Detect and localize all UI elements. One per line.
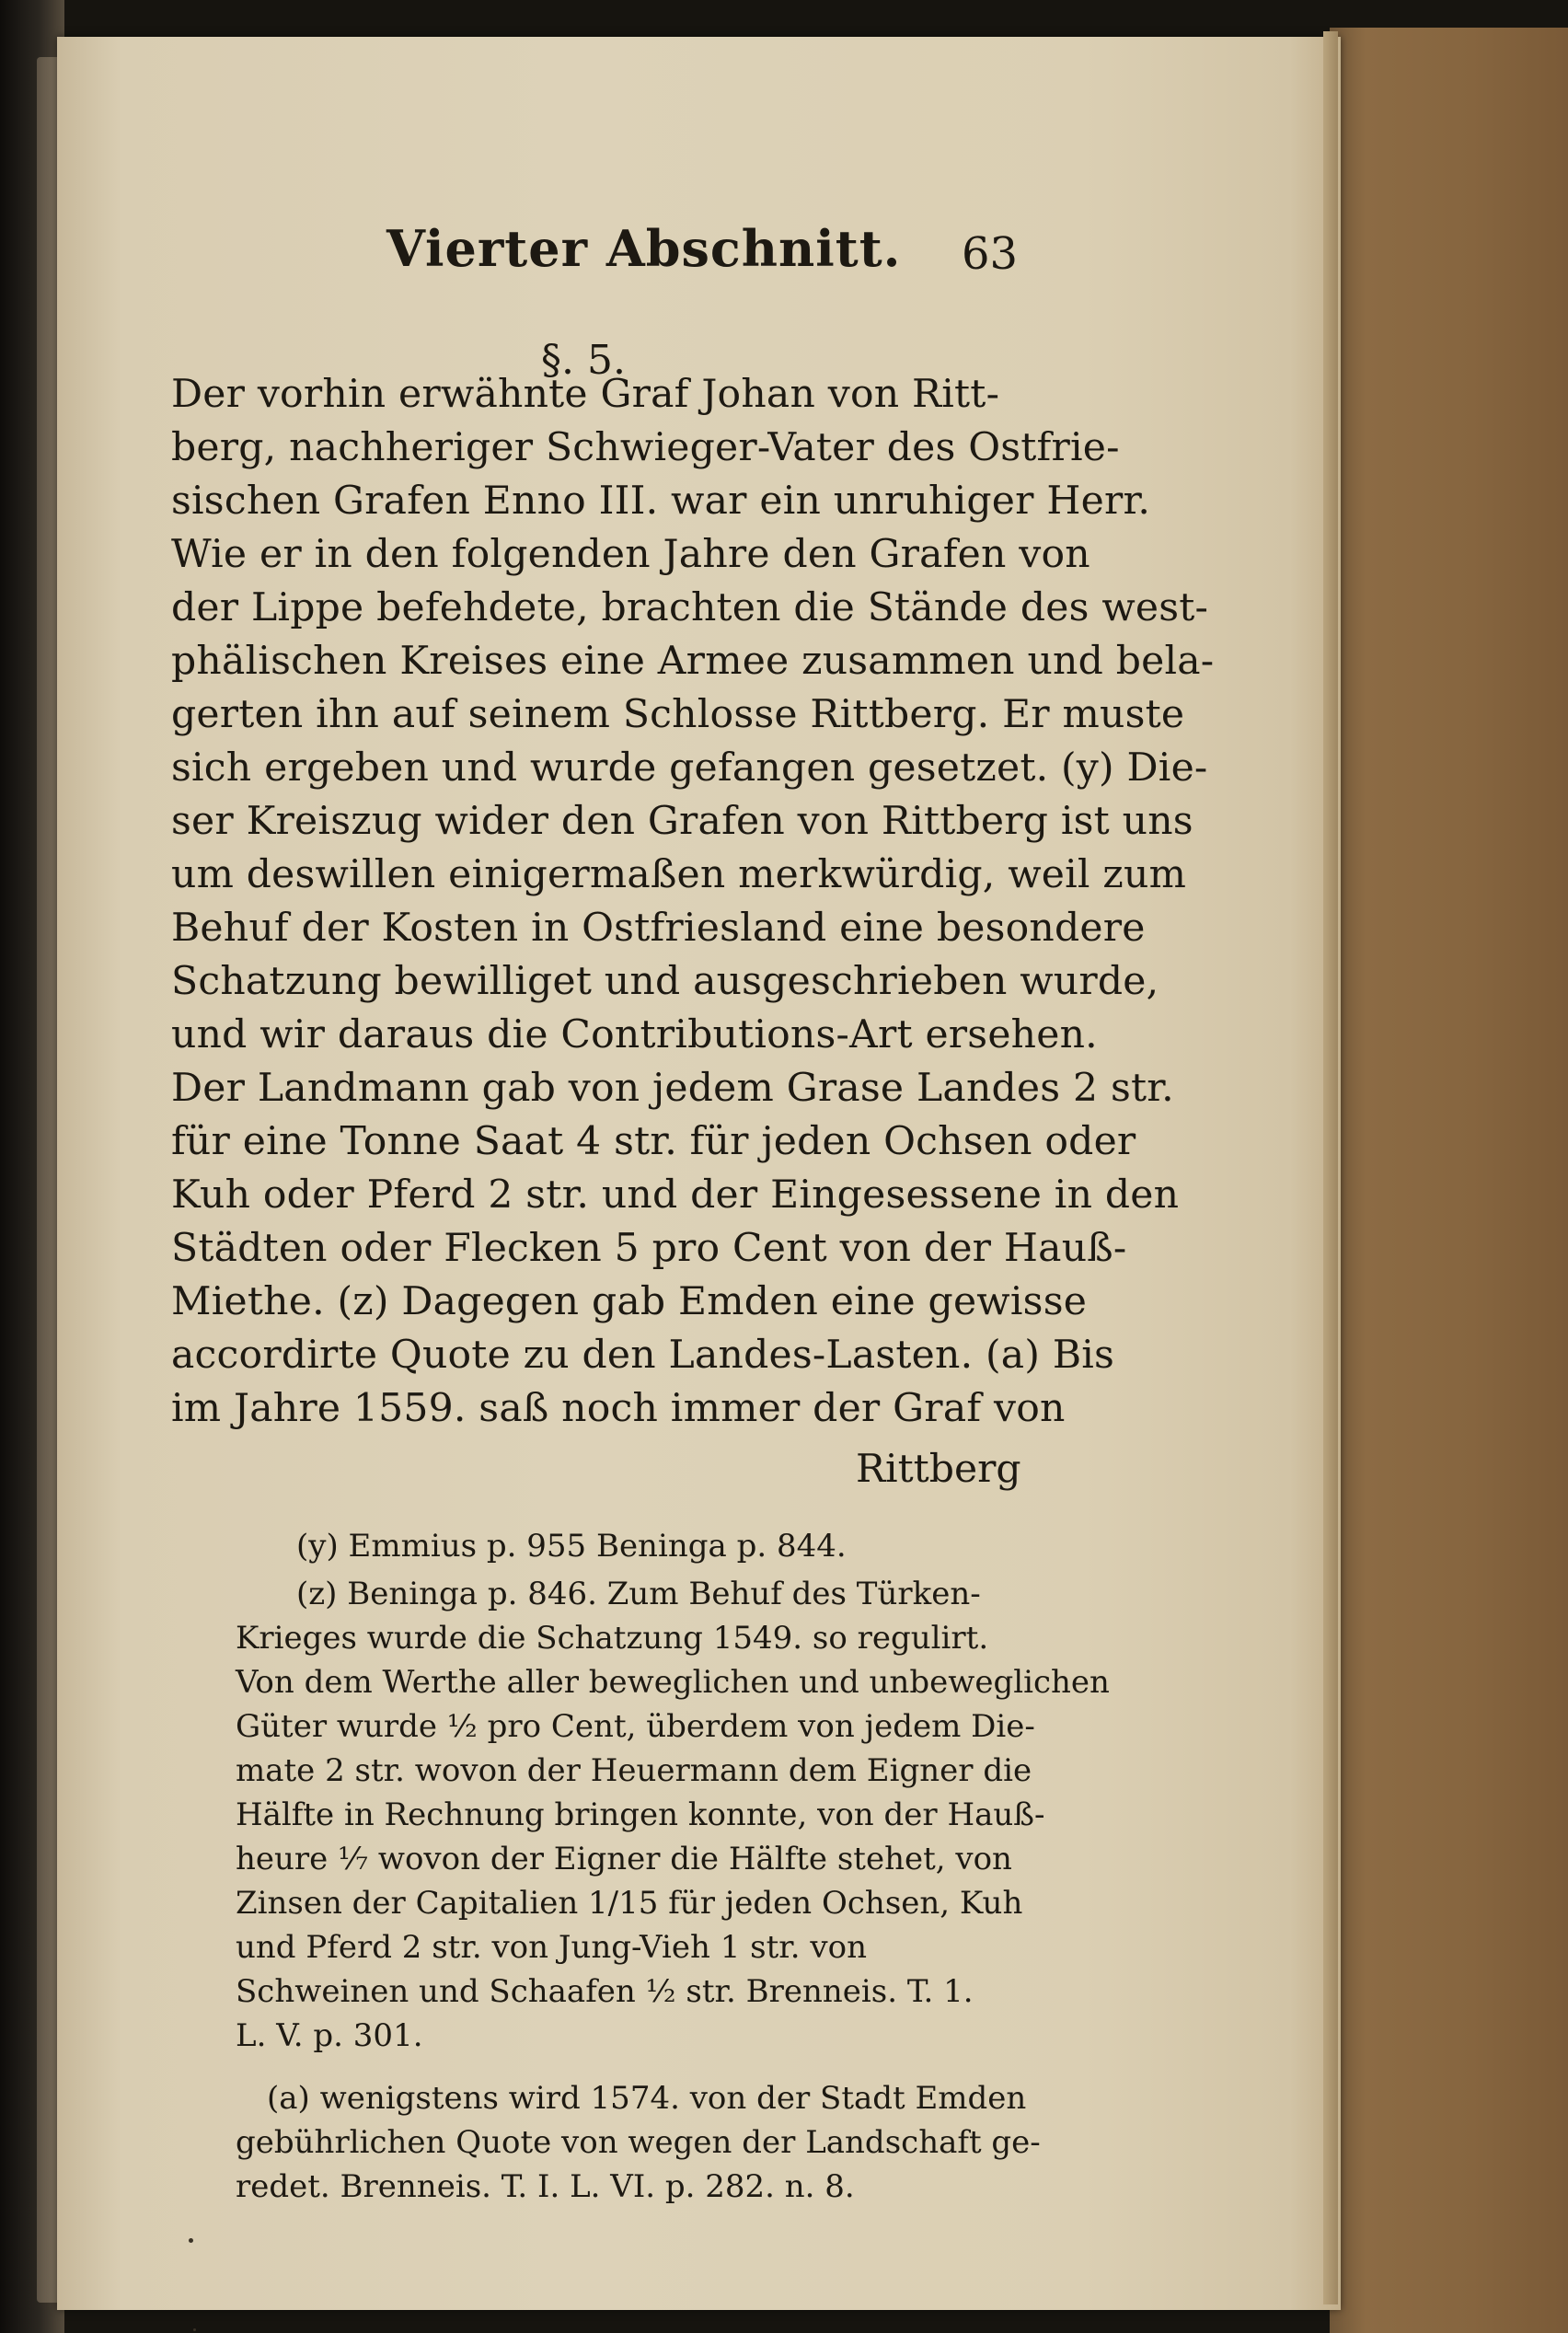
ink-speck [189, 2238, 193, 2243]
running-header: Vierter Abschnitt. [386, 219, 902, 278]
section-mark: §. 5. [541, 337, 626, 384]
page-edge [1323, 31, 1338, 2304]
footnote-line: gebührlichen Quote von wegen der Landschaft ge- [236, 2124, 1041, 2161]
footnote-line: mate 2 str. wovon der Heuermann dem Eigner die [236, 1752, 1032, 1789]
footnote-line: Güter wurde ½ pro Cent, überdem von jedem Die- [236, 1708, 1035, 1745]
body-line: im Jahre 1559. saß noch immer der Graf von [171, 1386, 1066, 1431]
body-line: und wir daraus die Contributions-Art ersehen. [171, 1012, 1098, 1057]
body-line: um deswillen einigermaßen merkwürdig, weil zum [171, 852, 1187, 897]
body-line: Behuf der Kosten in Ostfriesland eine besondere [171, 906, 1146, 951]
page-number: 63 [962, 228, 1019, 280]
ink-speck [193, 2328, 196, 2331]
body-line: für eine Tonne Saat 4 str. für jeden Ochsen oder [171, 1119, 1136, 1164]
catchword: Rittberg [856, 1447, 1021, 1492]
body-line: ser Kreiszug wider den Grafen von Rittberg ist uns [171, 799, 1193, 844]
book-cover-board [1330, 28, 1568, 2333]
body-line: Miethe. (z) Dagegen gab Emden eine gewisse [171, 1279, 1088, 1324]
body-line: Städten oder Flecken 5 pro Cent von der Hauß- [171, 1226, 1127, 1271]
body-line: der Lippe befehdete, brachten die Stände des west- [171, 585, 1209, 630]
body-line: phälischen Kreises eine Armee zusammen und bela- [171, 639, 1215, 684]
body-line: gerten ihn auf seinem Schlosse Rittberg. Er muste [171, 692, 1185, 737]
body-line: sich ergeben und wurde gefangen gesetzet. (y) Die- [171, 745, 1208, 791]
footnote-line: Schweinen und Schaafen ½ str. Brenneis. T. 1. [236, 1973, 974, 2010]
body-line: Der vorhin erwähnte Graf Johan von Ritt- [171, 372, 1000, 417]
footnote-line: (y) Emmius p. 955 Beninga p. 844. [296, 1528, 847, 1565]
footnote-line: (z) Beninga p. 846. Zum Behuf des Türken- [296, 1576, 981, 1612]
footnote-line: redet. Brenneis. T. I. L. VI. p. 282. n. 8. [236, 2168, 855, 2205]
footnote-line: L. V. p. 301. [236, 2017, 423, 2054]
body-line: Wie er in den folgenden Jahre den Grafen von [171, 532, 1090, 577]
body-line: Schatzung bewilliget und ausgeschrieben wurde, [171, 959, 1159, 1004]
footnote-line: Krieges wurde die Schatzung 1549. so regulirt. [236, 1620, 989, 1657]
footnote-line: heure ⅐ wovon der Eigner die Hälfte stehet, von [236, 1841, 1012, 1877]
body-line: Kuh oder Pferd 2 str. und der Eingesessene in den [171, 1172, 1180, 1218]
body-line: sischen Grafen Enno III. war ein unruhiger Herr. [171, 479, 1151, 524]
footnote-line: Von dem Werthe aller beweglichen und unbeweglichen [236, 1664, 1110, 1701]
footnote-line: Hälfte in Rechnung bringen konnte, von der Hauß- [236, 1796, 1045, 1833]
footnote-line: (a) wenigstens wird 1574. von der Stadt Emden [267, 2080, 1027, 2117]
body-line: Der Landmann gab von jedem Grase Landes 2 str. [171, 1066, 1174, 1111]
body-line: berg, nachheriger Schwieger-Vater des Ostfrie- [171, 425, 1120, 470]
footnote-line: und Pferd 2 str. von Jung-Vieh 1 str. von [236, 1929, 867, 1966]
footnote-line: Zinsen der Capitalien 1/15 für jeden Ochsen, Kuh [236, 1885, 1023, 1922]
body-line: accordirte Quote zu den Landes-Lasten. (a) Bis [171, 1333, 1115, 1378]
